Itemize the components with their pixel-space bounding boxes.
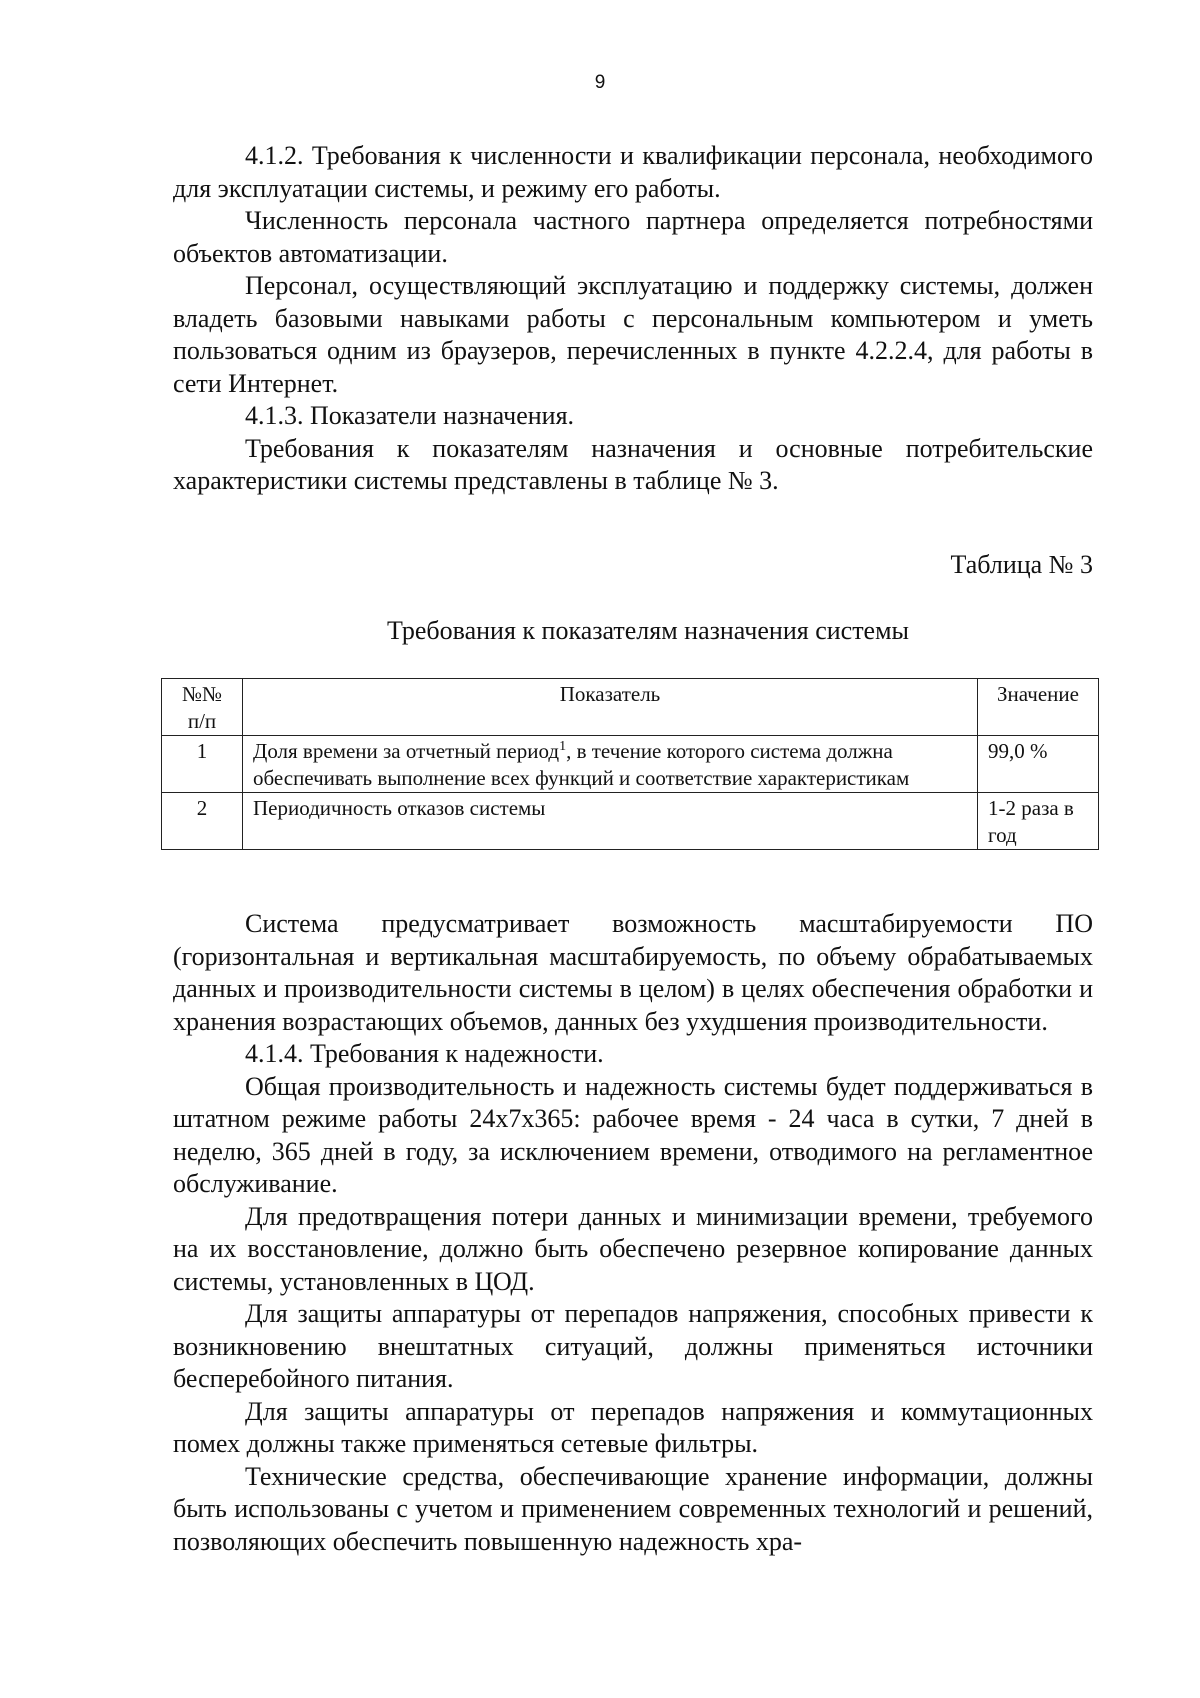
heading-4-1-3: 4.1.3. Показатели назначения. [245, 401, 575, 430]
indicator-text-continued: , в течение которого система должна обеспечивать выполнение всех функций и соответствие характеристикам [253, 739, 910, 790]
header-value: Значение [978, 679, 1099, 736]
row-num: 1 [162, 736, 243, 793]
header-num: №№ п/п [162, 679, 243, 736]
paragraph-scalability: Система предусматривает возможность масштабируемости ПО (горизонтальная и вертикальная масштабируемость, по объему обрабатываемых данных и производительности системы в целом) в целях обеспечения обработки и хранения возрастающих объемов, данных без ухудшения производительности. [173, 909, 1093, 1036]
row-num: 2 [162, 793, 243, 850]
paragraph-filters: Для защиты аппаратуры от перепадов напряжения и коммутационных помех должны также применяться сетевые фильтры. [173, 1396, 1093, 1458]
row-indicator [243, 793, 978, 850]
paragraph-ups: Для защиты аппаратуры от перепадов напряжения, способных привести к возникновению внештатных ситуаций, должны применяться источники бесперебойного питания. [173, 1299, 1093, 1393]
row-indicator [243, 736, 978, 793]
paragraph-staff-count: Численность персонала частного партнера определяется потребностями объектов автоматизации. [173, 206, 1093, 268]
header-indicator: Показатель [243, 679, 978, 736]
paragraph-storage: Технические средства, обеспечивающие хранение информации, должны быть использованы с учетом и применением современных технологий и решений, позволяющих обеспечить повышенную надежность хра- [173, 1461, 1093, 1556]
table-caption: Таблица № 3 [950, 550, 1093, 579]
indicator-text: Доля времени за отчетный период [253, 739, 560, 763]
paragraph-staff-skills: Персонал, осуществляющий эксплуатацию и поддержку системы, должен владеть базовыми навыками работы с персональным компьютером и уметь пользоваться одним из браузеров, перечисленных в пункте 4.2.2.4, для работы в сети Интернет. [173, 271, 1093, 398]
paragraph-backup: Для предотвращения потери данных и минимизации времени, требуемого на их восстановление, должно быть обеспечено резервное копирование данных системы, установленных в ЦОД. [173, 1201, 1093, 1296]
table-header-row [162, 679, 1099, 736]
paragraph-table-reference: Требования к показателям назначения и основные потребительские характеристики системы представлены в таблице № 3. [173, 433, 1093, 495]
row-value: 99,0 % [978, 736, 1099, 793]
indicator-text: Периодичность отказов системы [253, 796, 546, 820]
paragraph-performance: Общая производительность и надежность системы будет поддерживаться в штатном режиме работы 24х7х365: рабочее время - 24 часа в сутки, 7 дней в неделю, 365 дней в году, за исключением времени, отводимого на регламентное обслуживание. [173, 1071, 1093, 1198]
table-row [162, 793, 1099, 850]
table-title: Требования к показателям назначения системы [386, 616, 910, 645]
requirements-table [161, 678, 1099, 850]
text-block-top [173, 140, 1093, 498]
table-row [162, 736, 1099, 793]
row-value: 1-2 раза в год [978, 793, 1099, 850]
heading-4-1-2: 4.1.2. Требования к численности и квалификации персонала, необходимого для эксплуатации системы, и режиму его работы. [173, 141, 1093, 203]
text-block-bottom [173, 908, 1093, 1558]
footnote-marker: 1 [559, 739, 567, 754]
page-number: 9 [594, 72, 606, 93]
heading-4-1-4: 4.1.4. Требования к надежности. [245, 1039, 604, 1068]
